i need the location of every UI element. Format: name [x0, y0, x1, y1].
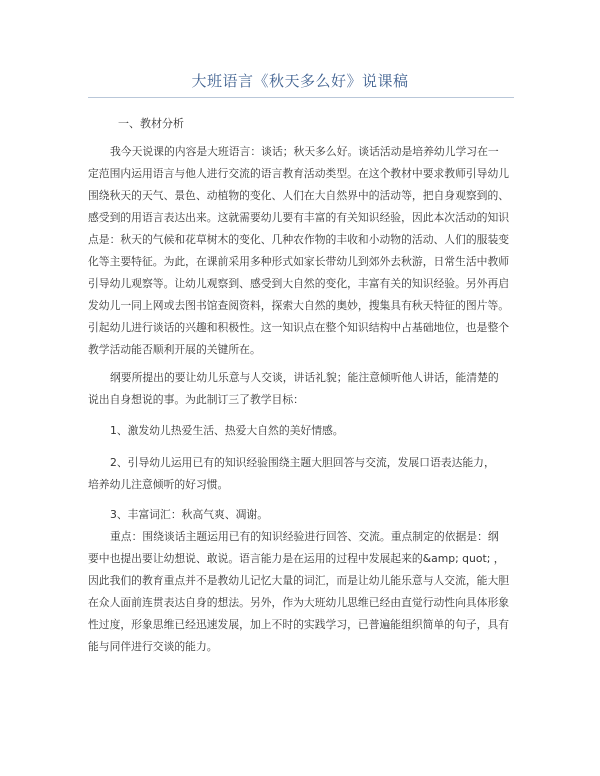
text-line: 1、激发幼儿热爱生活、热爱大自然的美好情感。 [110, 424, 344, 437]
paragraph-guidelines [88, 367, 515, 411]
text-line: 3、丰富词汇：秋高气爽、凋谢。 [110, 508, 269, 521]
text-line: 性过度，形象思维已经迅速发展，加上不时的实践学习，已普遍能组织简单的句子，具有 [88, 618, 510, 631]
text-line: 定范围内运用语言与他人进行交流的语言教育活动类型。在这个教材中要求教师引导幼儿 [88, 167, 510, 180]
text-line: 教学活动能否顺利开展的关键所在。 [88, 343, 261, 356]
teaching-goal-2 [88, 452, 515, 496]
text-line: 能与同伴进行交谈的能力。 [88, 640, 218, 653]
text-line: 要中也提出要让幼想说、敢说。语言能力是在运用的过程中发展起来的&amp; quot; ， [88, 552, 505, 565]
paragraph-material-analysis [88, 141, 515, 361]
text-line: 说出自身想说的事。为此制订三了教学目标： [88, 393, 304, 406]
section-heading-materials: 一、教材分析 [118, 117, 184, 130]
text-line: 感受到的用语言表达出来。这就需要幼儿要有丰富的有关知识经验，因此本次活动的知识 [88, 211, 510, 224]
text-line: 2、引导幼儿运用已有的知识经验围绕主题大胆回答与交流，发展口语表达能力， [110, 456, 495, 469]
text-line: 点是：秋天的气候和花草树木的变化、几种农作物的丰收和小动物的活动、人们的服装变 [88, 233, 510, 246]
title-divider [88, 97, 514, 98]
text-line: 纲要所提出的要让幼儿乐意与人交谈，讲话礼貌；能注意倾听他人讲话，能清楚的 [110, 371, 499, 384]
text-line: 培养幼儿注意倾听的好习惯。 [88, 478, 229, 491]
document-title: 大班语言《秋天多么好》说课稿 [191, 72, 409, 90]
text-line: 我今天说课的内容是大班语言：谈话；秋天多么好。谈话活动是培养幼儿学习在一 [110, 145, 499, 158]
text-line: 化等主要特征。为此，在课前采用多种形式如家长带幼儿到郊外去秋游，日常生活中教师 [88, 255, 510, 268]
text-line: 引起幼儿进行谈话的兴趣和积极性。这一知识点在整个知识结构中占基础地位，也是整个 [88, 321, 510, 334]
paragraph-key-points [88, 526, 515, 658]
text-line: 在众人面前连贯表达自身的想法。另外，作为大班幼儿思维已经由直觉行动性向具体形象 [88, 596, 510, 609]
text-line: 重点：围绕谈话主题运用已有的知识经验进行回答、交流。重点制定的依据是：纲 [110, 530, 499, 543]
text-line: 引导幼儿观察等。让幼儿观察到、感受到大自然的变化，丰富有关的知识经验。另外再启 [88, 277, 510, 290]
teaching-goal-3 [88, 504, 515, 526]
text-line: 发幼儿一同上网或去图书馆查阅资料，探索大自然的奥妙，搜集具有秋天特征的图片等。 [88, 299, 510, 312]
teaching-goal-1 [88, 420, 515, 442]
text-line: 因此我们的教育重点并不是教幼儿记忆大量的词汇，而是让幼儿能乐意与人交流，能大胆 [88, 574, 510, 587]
text-line: 围绕秋天的天气、景色、动植物的变化、人们在大自然界中的活动等，把自身观察到的、 [88, 189, 510, 202]
